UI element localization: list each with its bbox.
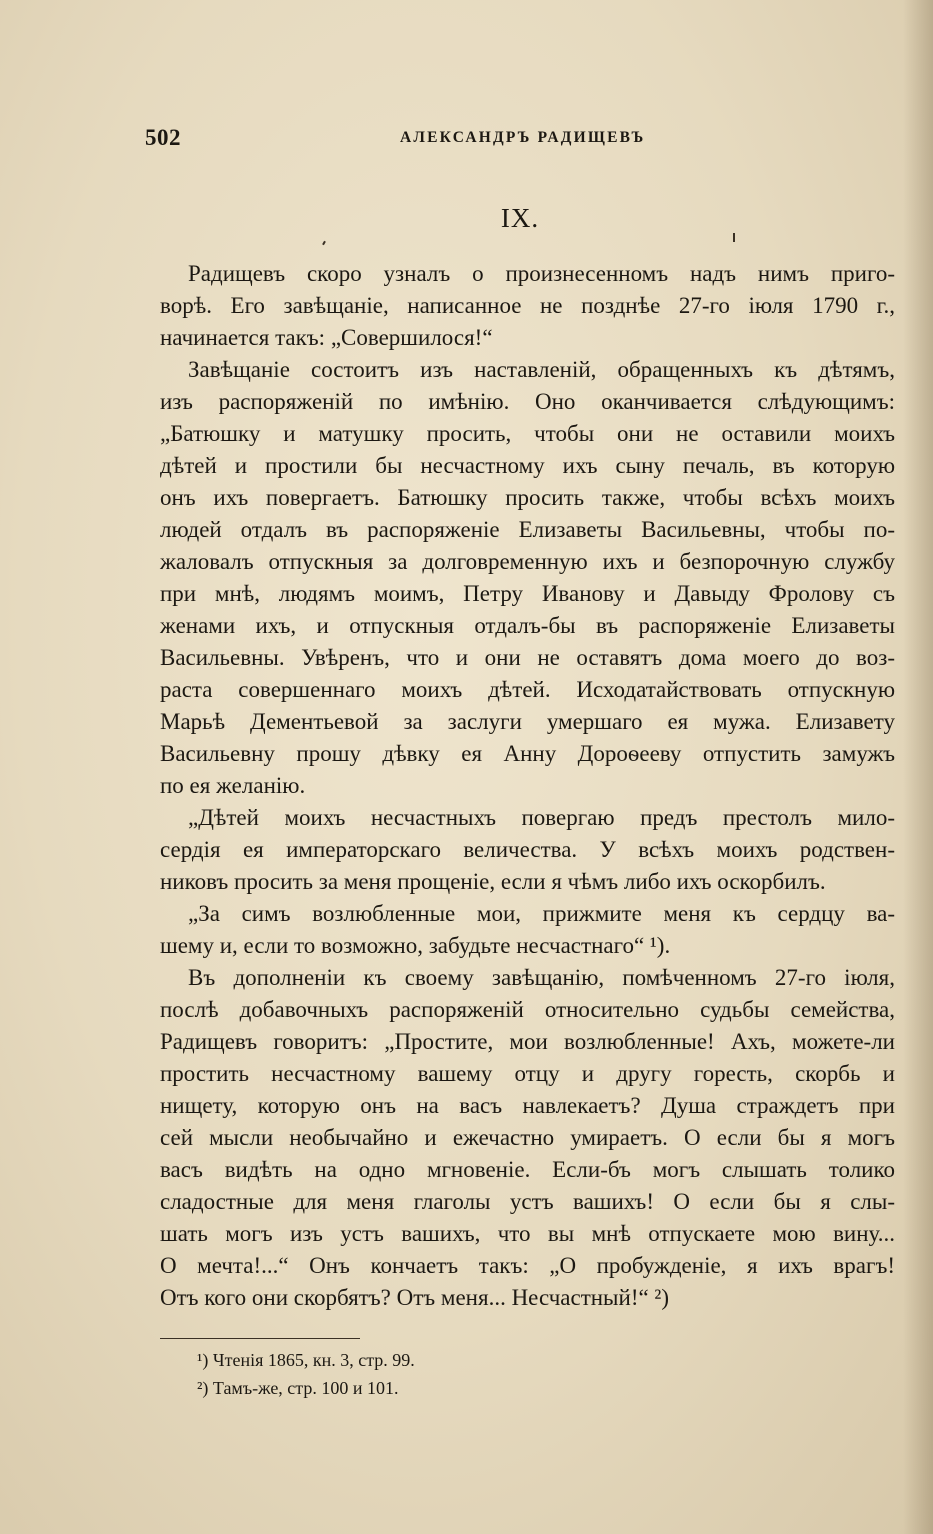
page-header — [145, 125, 905, 155]
text-line: Радищевъ скоро узналъ о произнесенномъ надъ нимъ приго- — [188, 261, 895, 286]
footnote: ²) Тамъ-же, стр. 100 и 101. — [197, 1378, 399, 1398]
text-line: никовъ просить за меня прощеніе, если я чѣмъ либо ихъ оскорбилъ. — [160, 869, 826, 894]
footnotes — [197, 1346, 797, 1402]
text-line: сердія ея императорскаго величества. У всѣхъ моихъ родствен- — [160, 837, 895, 862]
text-line: дѣтей и простили бы несчастному ихъ сыну печаль, въ которую — [160, 453, 895, 478]
text-line: изъ распоряженій по имѣнію. Оно оканчивается слѣдующимъ: — [160, 389, 895, 414]
text-line: ворѣ. Его завѣщаніе, написанное не позднѣе 27-го іюля 1790 г., — [160, 293, 895, 318]
text-line: „Батюшку и матушку просить, чтобы они не оставили моихъ — [160, 421, 895, 446]
text-line: сей мысли необычайно и ежечастно умираетъ. О если бы я могъ — [160, 1125, 895, 1150]
text-line: „Дѣтей моихъ несчастныхъ повергаю предъ престолъ мило- — [188, 805, 895, 830]
text-line: послѣ добавочныхъ распоряженій относительно судьбы семейства, — [160, 997, 895, 1022]
footnote: ¹) Чтенія 1865, кн. 3, стр. 99. — [197, 1350, 415, 1370]
text-line: при мнѣ, людямъ моимъ, Петру Иванову и Давыду Фролову съ — [160, 581, 895, 606]
text-line: Васильевну прошу дѣвку ея Анну Дороѳееву отпустить замужъ — [160, 741, 895, 766]
running-title: АЛЕКСАНДРЪ РАДИЩЕВЪ — [400, 129, 646, 146]
text-line: начинается такъ: „Совершилося!“ — [160, 325, 493, 350]
text-line: Завѣщаніе состоитъ изъ наставленій, обращенныхъ къ дѣтямъ, — [188, 357, 895, 382]
text-line: людей отдалъ въ распоряженіе Елизаветы Васильевны, чтобы по- — [160, 517, 895, 542]
text-line: Марьѣ Дементьевой за заслуги умершаго ея мужа. Елизавету — [160, 709, 895, 734]
stray-mark — [733, 233, 735, 242]
page-number: 502 — [145, 125, 181, 150]
text-line: женами ихъ, и отпускныя отдалъ-бы въ распоряженіе Елизаветы — [160, 613, 895, 638]
text-line: жаловалъ отпускныя за долговременную ихъ и безпорочную службу — [160, 549, 895, 574]
body-text — [160, 258, 895, 1314]
text-line: по ея желанію. — [160, 773, 306, 798]
text-line: сладостные для меня глаголы устъ вашихъ! О если бы я слы- — [160, 1189, 895, 1214]
footnote-rule — [160, 1338, 360, 1339]
text-line: простить несчастному вашему отцу и другу горесть, скорбь и — [160, 1061, 895, 1086]
text-line: онъ ихъ повергаетъ. Батюшку просить также, чтобы всѣхъ моихъ — [160, 485, 895, 510]
text-line: О мечта!...“ Онъ кончаетъ такъ: „О пробужденіе, я ихъ врагъ! — [160, 1253, 895, 1278]
text-line: шать могъ изъ устъ вашихъ, что вы мнѣ отпускаете мою вину... — [160, 1221, 895, 1246]
text-line: раста совершеннаго моихъ дѣтей. Исходатайствовать отпускную — [160, 677, 895, 702]
text-line: „За симъ возлюбленные мои, прижмите меня къ сердцу ва- — [188, 901, 895, 926]
text-line: васъ видѣть на одно мгновеніе. Если-бъ могъ слышать толико — [160, 1157, 895, 1182]
chapter-heading: IX. — [500, 203, 540, 233]
text-line: Въ дополненіи къ своему завѣщанію, помѣченномъ 27-го іюля, — [188, 965, 895, 990]
text-line: Васильевны. Увѣренъ, что и они не оставятъ дома моего до воз- — [160, 645, 895, 670]
text-line: Радищевъ говоритъ: „Простите, мои возлюбленные! Ахъ, можете-ли — [160, 1029, 895, 1054]
text-line: шему и, если то возможно, забудьте несчастнаго“ ¹). — [160, 933, 671, 958]
stray-mark — [322, 241, 326, 245]
text-line: нищету, которую онъ на васъ навлекаетъ? Душа страждетъ при — [160, 1093, 895, 1118]
text-line: Отъ кого они скорбятъ? Отъ меня... Несчастный!“ ²) — [160, 1285, 669, 1310]
